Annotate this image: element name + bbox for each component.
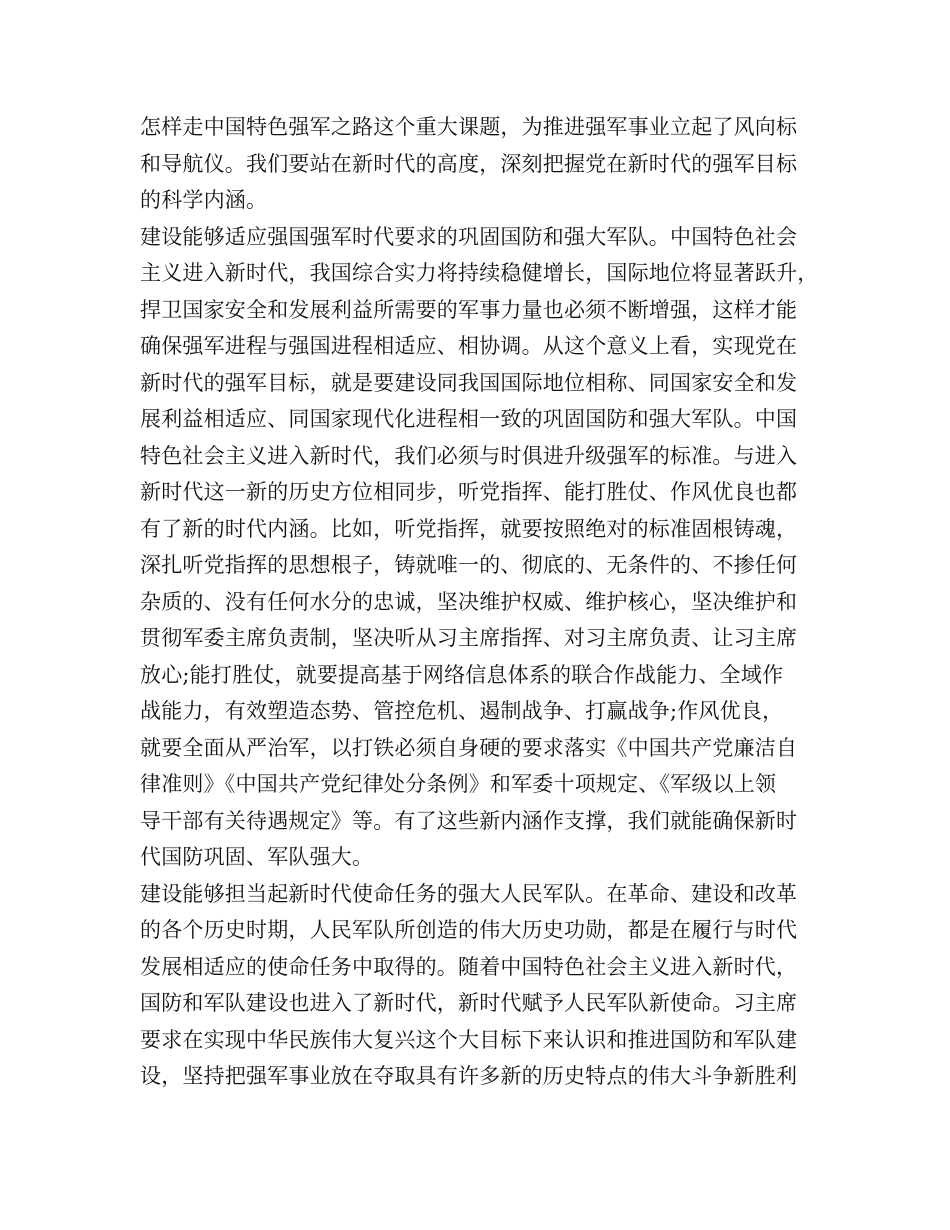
text-line: 贯彻军委主席负责制，坚决听从习主席指挥、对习主席负责、让习主席 (140, 626, 798, 650)
text-line: 放心;能打胜仗，就要提高基于网络信息体系的联合作战能力、全域作 (140, 662, 784, 687)
text-line: 深扎听党指挥的思想根子，铸就唯一的、彻底的、无条件的、不掺任何 (140, 553, 798, 577)
text-line: 律准则》《中国共产党纪律处分条例》和军委十项规定、《军级以上领 (140, 772, 777, 796)
text-line: 确保强军进程与强国进程相适应、相协调。从这个意义上看，实现党在 (140, 334, 798, 358)
text-line: 杂质的、没有任何水分的忠诚，坚决维护权威、维护核心，坚决维护和 (140, 589, 798, 614)
text-line: 和导航仪。我们要站在新时代的高度，深刻把握党在新时代的强军目标 (140, 151, 798, 176)
text-line: 捍卫国家安全和发展利益所需要的军事力量也必须不断增强，这样才能 (140, 297, 798, 322)
text-line: 怎样走中国特色强军之路这个重大课题，为推进强军事业立起了风向标 (140, 115, 798, 139)
text-line: 就要全面从严治军，以打铁必须自身硬的要求落实《中国共产党廉洁自 (140, 735, 798, 760)
text-line: 新时代这一新的历史方位相同步，听党指挥、能打胜仗、作风优良也都 (140, 480, 798, 504)
text-line: 战能力，有效塑造态势、管控危机、遏制战争、打赢战争;作风优良， (140, 699, 784, 723)
text-line: 特色社会主义进入新时代，我们必须与时俱进升级强军的标准。与进入 (140, 443, 798, 468)
text-line: 设，坚持把强军事业放在夺取具有许多新的历史特点的伟大斗争新胜利 (140, 1064, 798, 1088)
text-line: 发展相适应的使命任务中取得的。随着中国特色社会主义进入新时代， (140, 954, 798, 979)
text-line: 代国防巩固、军队强大。 (140, 845, 374, 869)
text-line: 的科学内涵。 (140, 188, 268, 212)
text-line: 建设能够适应强国强军时代要求的巩固国防和强大军队。中国特色社会 (140, 224, 798, 249)
text-line: 主义进入新时代，我国综合实力将持续稳健增长，国际地位将显著跃升， (140, 261, 819, 285)
text-line: 新时代的强军目标，就是要建设同我国国际地位相称、同国家安全和发 (140, 370, 798, 395)
text-line: 国防和军队建设也进入了新时代，新时代赋予人民军队新使命。习主席 (140, 991, 798, 1015)
body-text (140, 109, 820, 1095)
text-line: 的各个历史时期，人民军队所创造的伟大历史功勋，都是在履行与时代 (140, 918, 798, 942)
text-line: 有了新的时代内涵。比如，听党指挥，就要按照绝对的标准固根铸魂， (140, 516, 798, 541)
text-line: 导干部有关待遇规定》等。有了这些新内涵作支撑，我们就能确保新时 (140, 808, 798, 833)
text-line: 要求在实现中华民族伟大复兴这个大目标下来认识和推进国防和军队建 (140, 1027, 798, 1052)
text-line: 展利益相适应、同国家现代化进程相一致的巩固国防和强大军队。中国 (140, 407, 798, 431)
text-line: 建设能够担当起新时代使命任务的强大人民军队。在革命、建设和改革 (140, 881, 798, 906)
